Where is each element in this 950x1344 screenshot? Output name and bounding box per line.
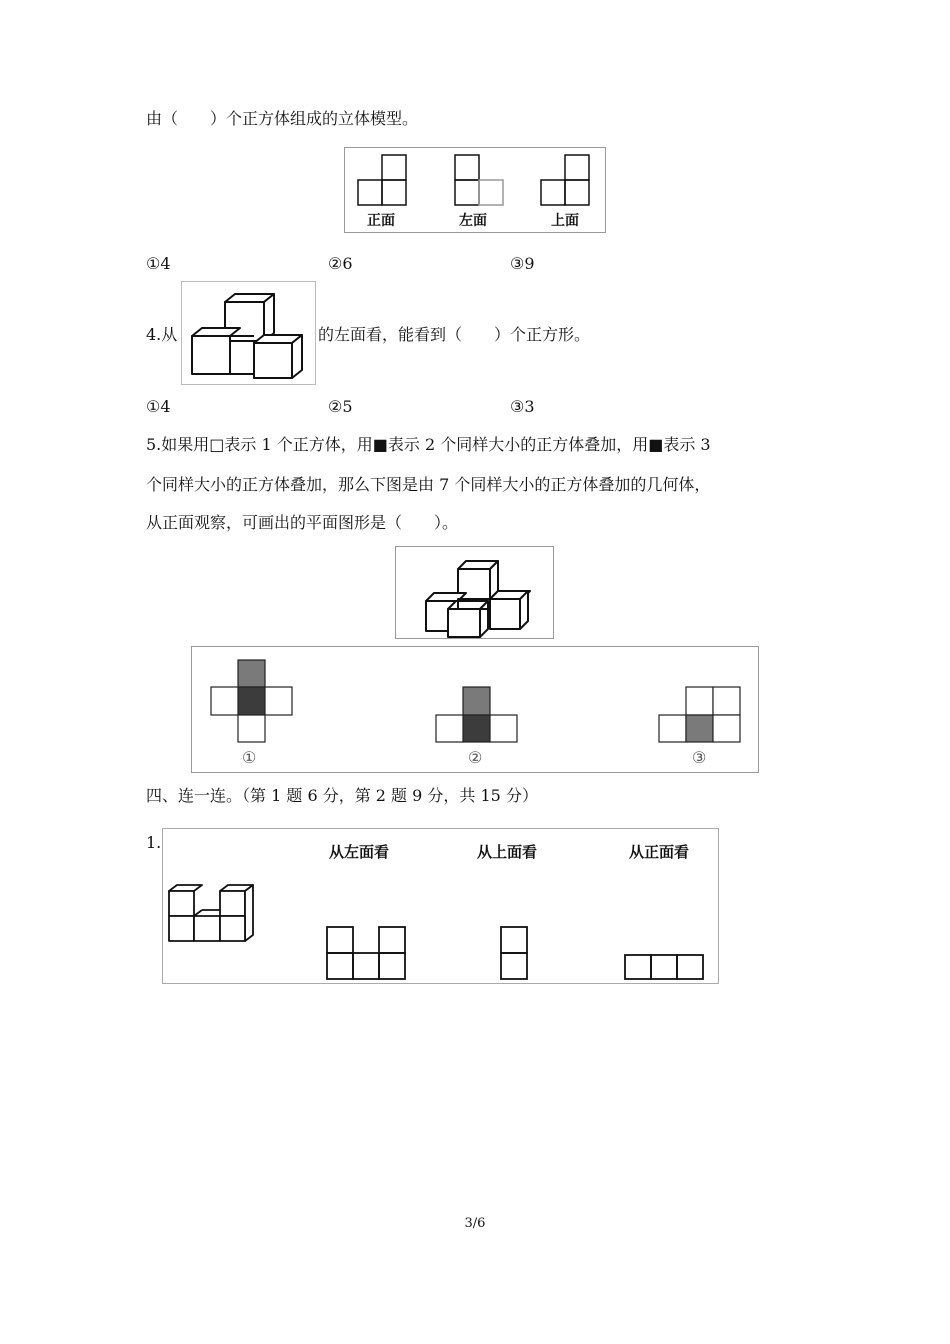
page-number: 3/6 xyxy=(464,1216,486,1231)
q4-cube-drawing xyxy=(182,282,316,385)
q5-solid-figure xyxy=(395,546,554,639)
q3-option-3: ③9 xyxy=(510,254,535,273)
q5-cube-drawing xyxy=(396,547,554,639)
view-label-left: 左面 xyxy=(459,213,487,229)
q3-stem: 由（ ）个正方体组成的立体模型。 xyxy=(146,109,419,128)
view-label-from-top: 从上面看 xyxy=(477,843,538,861)
section4-q1-label: 1. xyxy=(146,833,162,852)
view-label-from-front: 从正面看 xyxy=(629,843,690,861)
q5-line-3: 从正面观察，可画出的平面图形是（ ）。 xyxy=(146,513,459,532)
view-label-front: 正面 xyxy=(367,213,395,229)
q4-suffix: 的左面看，能看到（ ）个正方形。 xyxy=(318,325,591,344)
q3-views-figure xyxy=(344,147,606,233)
view-label-top: 上面 xyxy=(551,213,579,229)
q4-option-1: ①4 xyxy=(146,397,171,416)
q4-option-3: ③3 xyxy=(510,397,535,416)
q5-choice-label-3: ③ xyxy=(692,748,707,767)
q5-line-2: 个同样大小的正方体叠加，那么下图是由 7 个同样大小的正方体叠加的几何体， xyxy=(146,475,711,494)
q5-choices-figure xyxy=(191,646,759,773)
section4-title: 四、连一连。（第 1 题 6 分，第 2 题 9 分，共 15 分） xyxy=(146,786,538,805)
q4-prefix: 4.从 xyxy=(146,325,178,344)
section4-q1-figure xyxy=(162,828,719,984)
q5-choice-label-1: ① xyxy=(242,748,257,767)
q4-option-2: ②5 xyxy=(328,397,353,416)
section4-q1-drawing xyxy=(163,829,719,984)
q4-solid-figure xyxy=(181,281,316,385)
q3-option-2: ②6 xyxy=(328,254,353,273)
q3-option-1: ①4 xyxy=(146,254,171,273)
q5-choice-label-2: ② xyxy=(468,748,483,767)
view-label-from-left: 从左面看 xyxy=(329,843,390,861)
q5-line-1: 5.如果用□表示 1 个正方体，用■表示 2 个同样大小的正方体叠加，用■表示 3 xyxy=(146,435,711,454)
